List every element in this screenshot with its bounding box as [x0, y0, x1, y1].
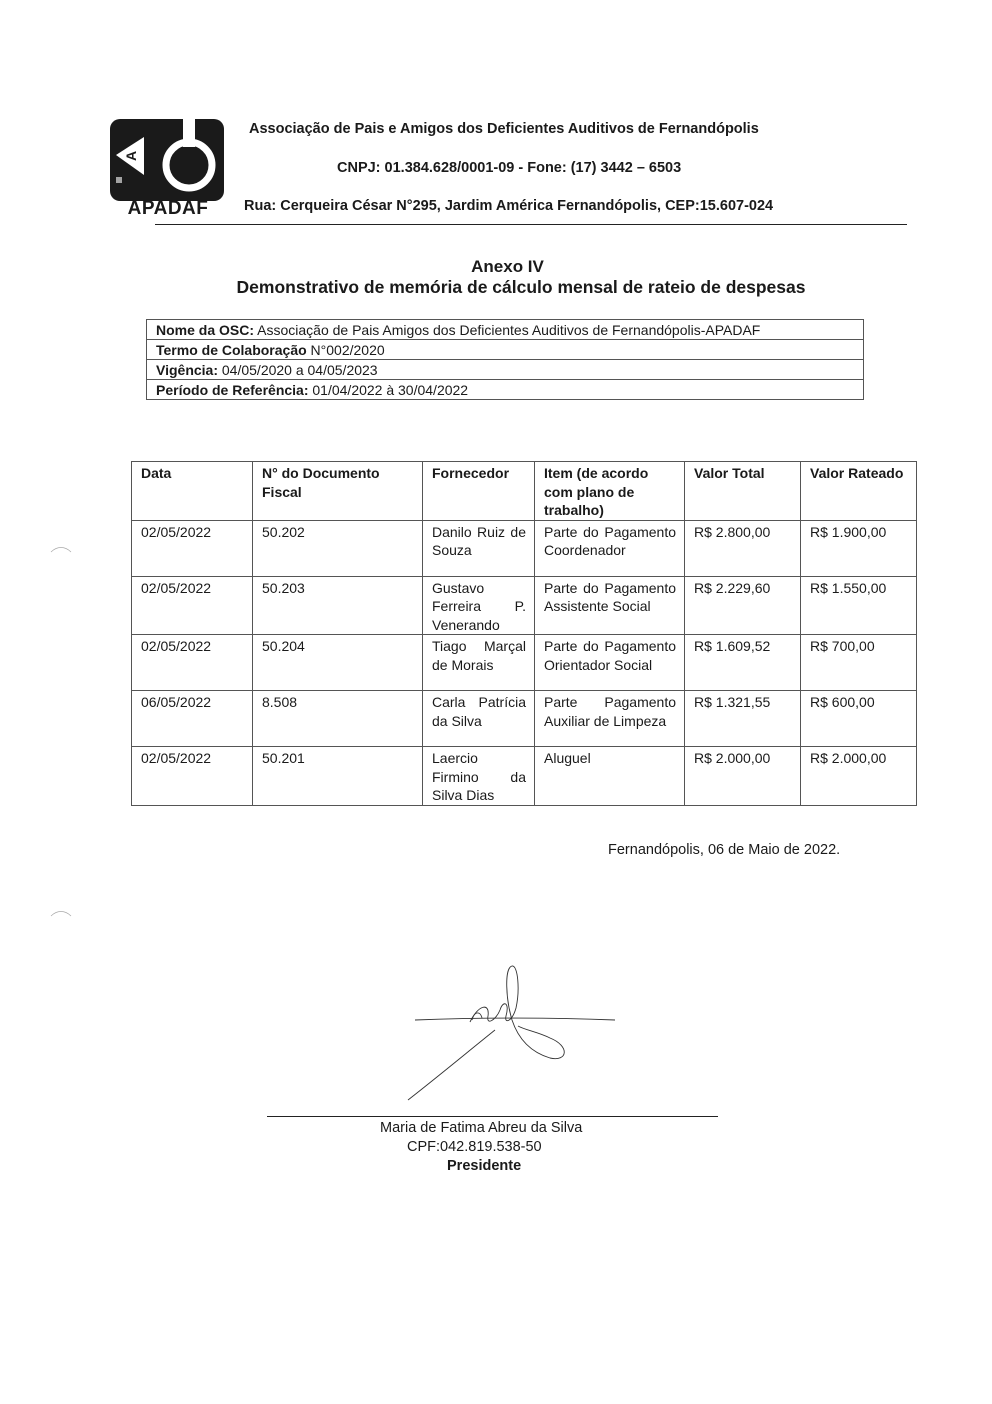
document-subtitle: Demonstrativo de memória de cálculo mensal de rateio de despesas	[236, 277, 806, 297]
periodo-row	[147, 380, 864, 400]
cell-documento: 50.204	[253, 635, 423, 691]
table-row	[132, 691, 917, 747]
header-fornecedor: Fornecedor	[423, 462, 535, 521]
cell-fornecedor: Laercio Firmino da Silva Dias	[423, 747, 535, 806]
cell-item: Parte do Pagamento Assistente Social	[535, 576, 685, 635]
osc-info-box	[146, 319, 864, 400]
annex-title: Anexo IV	[471, 257, 544, 276]
handwritten-signature	[400, 960, 630, 1105]
cell-valor-rateado: R$ 1.550,00	[801, 576, 917, 635]
address: Rua: Cerqueira César N°295, Jardim América Fernandópolis, CEP:15.607-024	[244, 198, 774, 214]
cell-documento: 50.201	[253, 747, 423, 806]
vigencia-value: 04/05/2020 a 04/05/2023	[218, 362, 378, 378]
cell-valor-rateado: R$ 600,00	[801, 691, 917, 747]
cell-data: 06/05/2022	[132, 691, 253, 747]
organization-name: Associação de Pais e Amigos dos Deficientes Auditivos de Fernandópolis	[249, 121, 759, 137]
cell-fornecedor: Tiago Marçal de Morais	[423, 635, 535, 691]
periodo-value: 01/04/2022 à 30/04/2022	[308, 382, 469, 398]
cell-valor-total: R$ 2.229,60	[685, 576, 801, 635]
signature-line	[267, 1116, 718, 1117]
cell-data: 02/05/2022	[132, 635, 253, 691]
cell-item: Parte do Pagamento Coordenador	[535, 520, 685, 576]
cell-data: 02/05/2022	[132, 576, 253, 635]
cell-documento: 50.203	[253, 576, 423, 635]
osc-name-value: Associação de Pais Amigos dos Deficientes Auditivos de Fernandópolis-APADAF	[254, 322, 761, 338]
header-documento: N° do Documento Fiscal	[253, 462, 423, 521]
cell-valor-total: R$ 1.321,55	[685, 691, 801, 747]
termo-label: Termo de Colaboração	[156, 342, 307, 358]
table-row	[132, 576, 917, 635]
header-item: Item (de acordo com plano de trabalho)	[535, 462, 685, 521]
signer-name: Maria de Fatima Abreu da Silva	[380, 1120, 583, 1136]
cell-fornecedor: Gustavo Ferreira P. Venerando	[423, 576, 535, 635]
header-divider	[155, 224, 907, 225]
cnpj-phone: CNPJ: 01.384.628/0001-09 - Fone: (17) 3442 – 6503	[337, 160, 682, 176]
table-row	[132, 747, 917, 806]
cell-valor-rateado: R$ 700,00	[801, 635, 917, 691]
cell-valor-rateado: R$ 1.900,00	[801, 520, 917, 576]
cell-fornecedor: Danilo Ruiz de Souza	[423, 520, 535, 576]
table-row	[132, 635, 917, 691]
header-valor-rateado: Valor Rateado	[801, 462, 917, 521]
cell-item: Parte Pagamento Auxiliar de Limpeza	[535, 691, 685, 747]
termo-row	[147, 340, 864, 360]
logo-text: APADAF	[127, 198, 209, 219]
cell-valor-rateado: R$ 2.000,00	[801, 747, 917, 806]
cell-documento: 8.508	[253, 691, 423, 747]
signer-role: Presidente	[447, 1158, 522, 1174]
svg-text:A: A	[123, 150, 139, 161]
table-row	[132, 520, 917, 576]
cell-fornecedor: Carla Patrícia da Silva	[423, 691, 535, 747]
cell-data: 02/05/2022	[132, 747, 253, 806]
periodo-label: Período de Referência:	[156, 382, 309, 398]
cell-valor-total: R$ 2.000,00	[685, 747, 801, 806]
header-data: Data	[132, 462, 253, 521]
signer-cpf: CPF:042.819.538-50	[407, 1139, 542, 1155]
vigencia-row	[147, 360, 864, 380]
cell-documento: 50.202	[253, 520, 423, 576]
vigencia-label: Vigência:	[156, 362, 218, 378]
table-header-row	[132, 462, 917, 521]
cell-item: Aluguel	[535, 747, 685, 806]
scan-mark	[50, 544, 72, 554]
cell-data: 02/05/2022	[132, 520, 253, 576]
osc-name-label: Nome da OSC:	[156, 322, 255, 338]
scan-mark	[50, 908, 72, 918]
cell-valor-total: R$ 1.609,52	[685, 635, 801, 691]
place-date: Fernandópolis, 06 de Maio de 2022.	[608, 842, 841, 858]
cell-valor-total: R$ 2.800,00	[685, 520, 801, 576]
header-valor-total: Valor Total	[685, 462, 801, 521]
termo-value: N°002/2020	[306, 342, 385, 358]
osc-name-row	[147, 320, 864, 340]
cell-item: Parte do Pagamento Orientador Social	[535, 635, 685, 691]
expenses-table	[131, 461, 917, 806]
